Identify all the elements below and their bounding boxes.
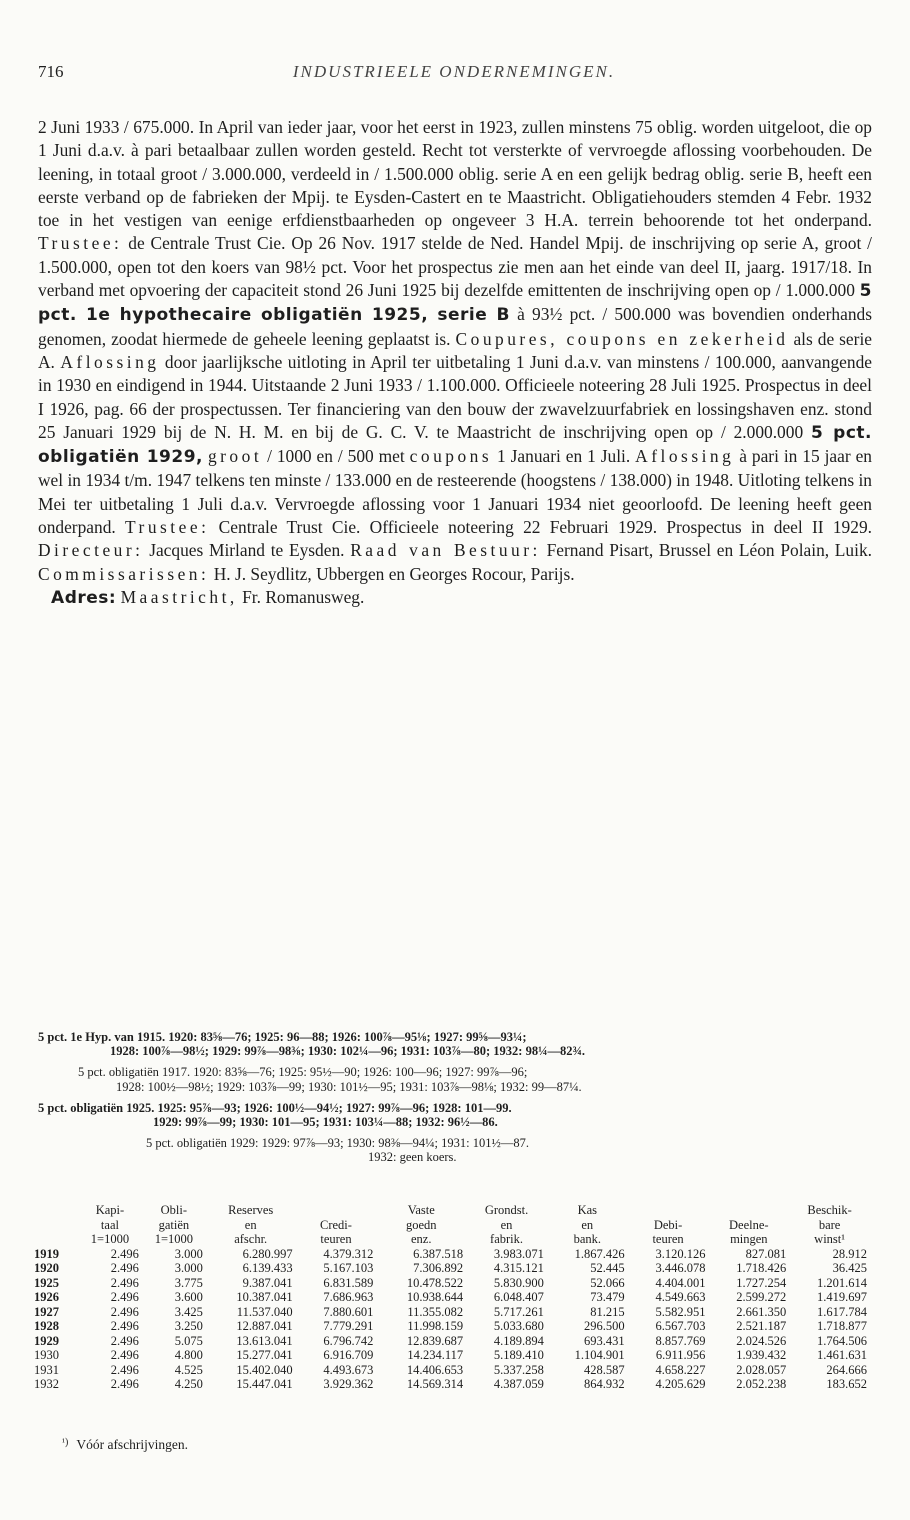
table-cell: 3.000 [174, 1261, 203, 1275]
page-header [38, 62, 870, 88]
column-header: gatiën [158, 1217, 190, 1232]
text-run: door jaarlijksche uitloting in April ter uitbetaling 1 Juni d.a.v. van minstens / 100.000, aanvangende in 1930 en eindigend in 1944. Uitstaande 2 Juni 1933 / 1.100.000. Officieele noteering 28 Juli 1925. Prospectus in deel I 1926, pag. 66 der prospectussen. Ter financiering van den bouw der zwavelzuurfabriek en lossingshaven enz. stond 25 Januari 1929 bij de N. H. M. en bij de G. C. V. te Maastricht de inschrijving open op / 2.000.000 [38, 351, 872, 442]
quote-line: 5 pct. 1e Hyp. van 1915. 1920: 83⅝—76; 1925: 96—88; 1926: 100⅞—95⅛; 1927: 99⅝—93¼; [38, 1030, 527, 1044]
table-row [32, 1319, 870, 1334]
footnote-marker: ¹) [62, 1437, 69, 1448]
column-header: Credi- [320, 1217, 352, 1232]
table-row [32, 1247, 870, 1262]
column-header: goedn [405, 1217, 437, 1232]
table-cell: 6.916.709 [323, 1348, 374, 1362]
trustee-label: Trustee: [38, 233, 123, 254]
table-cell: 3.250 [174, 1319, 203, 1333]
quote-block [38, 1101, 872, 1129]
table-cell: 1.939.432 [736, 1348, 787, 1362]
column-header: Reserves [228, 1203, 274, 1217]
table-cell: 14.569.314 [406, 1377, 464, 1391]
quote-line: 1929: 99⅞—99; 1930: 101—95; 1931: 103¼—88; 1932: 96½—86. [153, 1115, 498, 1130]
table-cell: 7.306.892 [413, 1261, 464, 1275]
table-cell: 264.666 [826, 1362, 867, 1377]
table-cell: 2.496 [110, 1377, 139, 1391]
table-cell: 5.033.680 [493, 1319, 544, 1333]
text-run: à 93½ pct. / 500.000 was bovendien onderhands genomen, zoodat hiermede de geheele leening geplaatst is. [38, 304, 872, 349]
table-cell: 3.120.126 [655, 1246, 706, 1261]
table-cell: 5.717.261 [493, 1304, 544, 1319]
table-cell: 693.431 [584, 1333, 625, 1348]
table-cell: 1.461.631 [817, 1348, 867, 1362]
table-row [32, 1377, 870, 1392]
table-cell: 11.355.082 [407, 1304, 464, 1319]
column-header: en [500, 1217, 513, 1232]
year-cell: 1926 [34, 1290, 59, 1304]
year-cell: 1930 [34, 1348, 59, 1362]
column-header: winst¹ [814, 1232, 846, 1246]
bond-issue-1925-title: 5 pct. 1e hypothecaire obligatiën 1925, serie B [38, 281, 872, 326]
table-header-row [32, 1232, 870, 1247]
table-cell: 10.938.644 [406, 1290, 464, 1304]
table-cell: 2.496 [110, 1304, 139, 1319]
year-cell: 1928 [34, 1319, 59, 1333]
quote-line: 1932: geen koers. [368, 1150, 457, 1165]
table-cell: 7.686.963 [323, 1290, 374, 1304]
table-cell: 4.387.059 [493, 1377, 544, 1391]
table-cell: 6.567.703 [655, 1319, 706, 1333]
table-cell: 12.887.041 [236, 1319, 293, 1333]
table-row [32, 1276, 870, 1291]
table-cell: 4.250 [174, 1377, 203, 1391]
column-header: teuren [320, 1232, 352, 1246]
text-run: Centrale Trust Cie. Officieele noteering 22 Februari 1929. Prospectus in deel II 1929. [209, 517, 872, 538]
year-cell: 1929 [34, 1333, 59, 1348]
table-row [32, 1261, 870, 1276]
text-run: de Centrale Trust Cie. Op 26 Nov. 1917 stelde de Ned. Handel Mpij. de inschrijving op serie A, groot / 1.500.000, open tot den koers van 98½ pct. Voor het prospectus zie men aan het einde van deel II, jaarg. 1917/18. In verband met opvoering der capaciteit stond 26 Juni 1925 bij dezelfde emittenten de inschrijving open op / 1.000.000 [38, 233, 872, 301]
text-run: 1 Januari en 1 Juli. [492, 446, 636, 467]
table-cell: 4.205.629 [655, 1377, 706, 1391]
table-cell: 2.028.057 [736, 1362, 787, 1377]
column-header: enz. [411, 1232, 432, 1246]
table-cell: 1.718.426 [736, 1261, 787, 1275]
table-cell: 6.831.589 [323, 1275, 374, 1290]
table-cell: 3.425 [174, 1304, 203, 1319]
table-cell: 14.234.117 [407, 1348, 464, 1362]
text-run: / 1000 en / 500 met [262, 446, 410, 467]
column-header: Grondst. [484, 1203, 529, 1217]
table-cell: 2.661.350 [736, 1304, 787, 1319]
year-cell: 1931 [34, 1362, 59, 1377]
table-cell: 52.066 [590, 1275, 625, 1290]
table-cell: 6.139.433 [242, 1261, 293, 1275]
table-header-row [32, 1203, 870, 1218]
table-cell: 7.880.601 [323, 1304, 374, 1319]
table-cell: 10.387.041 [236, 1290, 293, 1304]
table-cell: 5.189.410 [493, 1348, 544, 1362]
column-header: 1=1000 [154, 1232, 194, 1246]
year-cell: 1920 [34, 1261, 59, 1275]
adres-street: Fr. Romanusweg. [237, 586, 365, 607]
table-cell: 3.929.362 [323, 1377, 374, 1391]
table-cell: 5.167.103 [323, 1261, 374, 1275]
table-row [32, 1363, 870, 1378]
table-body [32, 1247, 870, 1392]
table-cell: 3.983.071 [493, 1246, 544, 1261]
main-paragraph [38, 116, 872, 586]
table-cell: 7.779.291 [323, 1319, 374, 1333]
table-cell: 15.447.041 [236, 1377, 293, 1391]
table-cell: 2.052.238 [736, 1377, 787, 1391]
table-row [32, 1305, 870, 1320]
table-cell: 15.402.040 [236, 1362, 293, 1377]
aflossing-label: Aflossing [60, 351, 160, 372]
column-header [32, 1218, 78, 1233]
page-number: 716 [38, 62, 64, 81]
quote-line: 5 pct. obligatiën 1917. 1920: 83⅝—76; 1925: 95½—90; 1926: 100—96; 1927: 99⅞—96; [78, 1065, 528, 1080]
column-header [32, 1203, 78, 1218]
table-cell: 5.830.900 [493, 1275, 544, 1290]
table-cell: 52.445 [590, 1261, 625, 1275]
column-header: afschr. [234, 1232, 268, 1246]
table-cell: 6.280.997 [242, 1246, 293, 1261]
column-header: fabrik. [490, 1232, 524, 1246]
footnote [62, 1437, 188, 1453]
table-cell: 6.387.518 [413, 1246, 464, 1261]
column-header [32, 1232, 78, 1247]
quote-block [38, 1030, 872, 1058]
table-cell: 2.496 [110, 1261, 139, 1275]
table-row [32, 1334, 870, 1349]
table-cell: 73.479 [590, 1290, 625, 1304]
directeur-label: Directeur: [38, 540, 144, 561]
table-cell: 2.496 [110, 1319, 139, 1333]
adres-label: Adres: [51, 587, 117, 608]
table-cell: 14.406.653 [406, 1362, 464, 1377]
table-cell: 6.048.407 [493, 1290, 544, 1304]
table-cell: 3.600 [174, 1290, 203, 1304]
column-header: Beschik- [807, 1203, 852, 1217]
text-run: 2 Juni 1933 / 675.000. In April van ieder jaar, voor het eerst in 1923, zullen minstens 75 oblig. worden uitgeloot, die op 1 Juni d.a.v. à pari betaalbaar zullen worden gesteld. Recht tot versterkte of vervroegde aflossing voorbehouden. De leening, in totaal groot / 3.000.000, verdeeld in / 1.500.000 oblig. serie A en een gelijk bedrag oblig. serie B, heeft een eerste verband op de fabrieken der Mpij. te Eysden-Castert en te Maastricht. Obligatiehouders stemden 4 Febr. 1932 toe in het vestigen van eenige erfdienstbaarheden op ongeveer 3 H.A. terrein behoorende tot het onderpand. [38, 117, 872, 231]
table-cell: 864.932 [584, 1377, 625, 1391]
table-cell: 296.500 [584, 1319, 625, 1333]
groot-label: groot [207, 446, 263, 467]
column-header: taal [100, 1217, 119, 1232]
table-cell: 11.537.040 [236, 1304, 293, 1319]
table-cell: 13.613.041 [236, 1333, 293, 1348]
table-cell: 6.796.742 [323, 1333, 374, 1348]
bond-issue-1929-title: 5 pct. obligatiën 1929, [38, 422, 872, 468]
running-title: INDUSTRIEELE ONDERNEMINGEN. [292, 62, 616, 81]
table-cell: 8.857.769 [655, 1333, 706, 1348]
table-cell: 5.337.258 [493, 1362, 544, 1377]
year-cell: 1927 [34, 1304, 59, 1319]
quote-block [38, 1136, 872, 1164]
text-run: à pari in 15 jaar en wel in 1934 t/m. 1947 telkens ten minste / 133.000 en de resteerende (hoogstens / 138.000) in 1948. Uitloting telkens in Mei ter uitbetaling 1 Juli d.a.v. Vervroegde aflossing voor 1 Januari 1934 niet geoorloofd. De leening heeft geen onderpand. [38, 446, 873, 538]
text-run: H. J. Seydlitz, Ubbergen en Georges Rocour, Parijs. [209, 563, 575, 584]
financial-table [32, 1203, 870, 1392]
table-cell: 3.000 [174, 1246, 203, 1261]
column-header: Deelne- [729, 1217, 769, 1232]
table-cell: 1.867.426 [574, 1246, 625, 1261]
table-cell: 1.201.614 [817, 1275, 867, 1290]
table-cell: 2.496 [110, 1246, 139, 1261]
table-cell: 3.775 [174, 1275, 203, 1290]
table-cell: 1.419.697 [817, 1290, 867, 1304]
column-header: en [244, 1217, 257, 1232]
table-cell: 36.425 [832, 1261, 867, 1275]
table-cell: 827.081 [745, 1246, 787, 1261]
table-cell: 15.277.041 [236, 1348, 293, 1362]
year-cell: 1932 [34, 1377, 59, 1391]
table-header-row [32, 1218, 870, 1233]
table-row [32, 1290, 870, 1305]
table-row [32, 1348, 870, 1363]
table-header [32, 1203, 870, 1247]
quote-line: 1928: 100½—98½; 1929: 103⅞—99; 1930: 101½—95; 1931: 103⅞—98⅛; 1932: 99—87¼. [116, 1079, 582, 1094]
table-cell: 2.496 [110, 1348, 139, 1362]
footnote-text: Vóór afschrijvingen. [76, 1437, 189, 1452]
table-cell: 4.315.121 [493, 1261, 544, 1275]
table-cell: 2.496 [110, 1275, 139, 1290]
table-cell: 1.764.506 [817, 1333, 867, 1348]
year-cell: 1919 [34, 1246, 59, 1261]
table-cell: 2.599.272 [736, 1290, 787, 1304]
table-cell: 183.652 [826, 1377, 867, 1391]
column-header: Vaste [407, 1203, 435, 1217]
quote-line: 5 pct. obligatiën 1925. 1925: 95⅞—93; 1926: 100½—94½; 1927: 99⅞—96; 1928: 101—99. [38, 1100, 512, 1115]
year-cell: 1925 [34, 1275, 59, 1290]
table-cell: 2.496 [110, 1333, 139, 1348]
table-cell: 10.478.522 [406, 1275, 464, 1290]
table-cell: 2.496 [110, 1362, 139, 1377]
aflossing-label: Aflossing [635, 446, 735, 467]
table-cell: 428.587 [584, 1362, 625, 1377]
coupons-label: coupons [409, 446, 493, 467]
table-cell: 1.104.901 [574, 1348, 625, 1362]
address-line [38, 586, 872, 610]
table-cell: 4.189.894 [493, 1333, 544, 1348]
quote-line: 1928: 100⅞—98½; 1929: 99⅞—98⅜; 1930: 102¼—96; 1931: 103⅞—80; 1932: 98¼—82¾. [110, 1044, 585, 1059]
column-header: bare [818, 1217, 841, 1232]
table-cell: 2.024.526 [736, 1333, 787, 1348]
table-cell: 12.839.687 [406, 1333, 464, 1348]
commissarissen-label: Commissarissen: [38, 563, 210, 584]
column-header: Obli- [160, 1203, 188, 1217]
table-cell: 4.493.673 [323, 1362, 374, 1377]
column-header: teuren [652, 1232, 684, 1246]
table-cell: 2.521.187 [736, 1319, 787, 1333]
column-header: mingen [730, 1232, 768, 1246]
table-cell: 1.617.784 [817, 1304, 867, 1319]
text-run: Jacques Mirland te Eysden. [143, 540, 351, 561]
table-cell: 4.549.663 [655, 1290, 706, 1304]
table-cell: 2.496 [110, 1290, 139, 1304]
table-cell: 4.379.312 [323, 1246, 374, 1261]
table-cell: 1.718.877 [817, 1319, 867, 1333]
adres-city: Maastricht, [120, 586, 238, 607]
table-cell: 1.727.254 [736, 1275, 787, 1290]
coupures-label: Coupures, coupons en zekerheid [455, 328, 789, 349]
column-header: Debi- [653, 1217, 683, 1232]
text-run: Fernand Pisart, Brussel en Léon Polain, Luik. [540, 540, 873, 561]
table-cell: 11.998.159 [407, 1319, 464, 1333]
table-cell: 4.800 [174, 1348, 203, 1362]
column-header: bank. [573, 1232, 601, 1246]
table-cell: 4.525 [174, 1362, 203, 1377]
table-cell: 5.075 [174, 1333, 203, 1348]
column-header: Kapi- [95, 1203, 125, 1217]
table-cell: 4.404.001 [655, 1275, 706, 1290]
table-cell: 6.911.956 [655, 1348, 706, 1362]
text-run: als de serie A. [38, 328, 872, 372]
table-cell: 9.387.041 [242, 1275, 293, 1290]
body-text [38, 116, 872, 610]
price-quotations [38, 1030, 872, 1172]
table-cell: 5.582.951 [655, 1304, 706, 1319]
table-cell: 4.658.227 [655, 1362, 706, 1377]
quote-line: 5 pct. obligatiën 1929: 1929: 97⅞—93; 1930: 98⅜—94¼; 1931: 101½—87. [146, 1136, 529, 1151]
quote-block [38, 1065, 872, 1093]
column-header: 1=1000 [90, 1232, 130, 1246]
table-cell: 3.446.078 [655, 1261, 706, 1275]
trustee-label: Trustee: [125, 517, 210, 538]
table-cell: 81.215 [590, 1304, 625, 1319]
column-header [708, 1203, 789, 1218]
table-cell: 28.912 [832, 1246, 867, 1261]
column-header: Kas [577, 1203, 598, 1217]
column-header [296, 1203, 377, 1218]
raad-van-bestuur-label: Raad van Bestuur: [350, 540, 541, 561]
column-header: en [581, 1217, 594, 1232]
column-header [628, 1203, 709, 1218]
